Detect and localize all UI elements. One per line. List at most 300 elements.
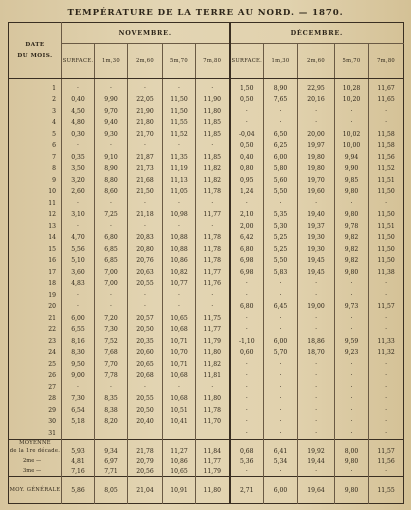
cell-nov: 11,90: [196, 94, 230, 105]
cell-dec: ·: [264, 312, 298, 323]
cell-dec: ·: [298, 324, 335, 335]
cell-dec: 19,45: [298, 267, 335, 278]
cell-nov: 20,65: [128, 358, 163, 369]
average-cell-dec: 19,64: [298, 477, 335, 504]
cell-dec: ·: [369, 393, 404, 404]
cell-dec: 6,80: [230, 244, 264, 255]
cell-nov: 11,80: [196, 106, 230, 117]
depth-header-dec: 7m,80: [369, 44, 404, 79]
cell-dec: ·: [298, 117, 335, 128]
cell-nov: ·: [196, 381, 230, 392]
table-row: [9, 106, 404, 117]
cell-dec: ·: [369, 312, 404, 323]
cell-nov: 20,40: [128, 416, 163, 427]
cell-nov: ·: [128, 140, 163, 151]
day-number: 20: [48, 303, 56, 311]
cell-dec: ·: [298, 289, 335, 300]
average-cell-dec: ·: [335, 466, 369, 477]
cell-dec: 9,80: [335, 186, 369, 197]
day-number: 9: [52, 176, 56, 184]
average-label: MOYENNE: [9, 440, 62, 447]
cell-dec: 9,82: [335, 244, 369, 255]
table-row: [9, 117, 404, 128]
cell-dec: 11,50: [369, 209, 404, 220]
cell-nov: 8,80: [95, 175, 128, 186]
cell-nov: 20,50: [128, 404, 163, 415]
day-number: 4: [52, 119, 56, 127]
cell-nov: ·: [128, 381, 163, 392]
cell-dec: 11,52: [369, 163, 404, 174]
cell-dec: 11,50: [369, 255, 404, 266]
cell-dec: ·: [230, 358, 264, 369]
day-number: 3: [52, 107, 56, 115]
cell-nov: 8,60: [95, 186, 128, 197]
average-cell-dec: 0,68: [230, 446, 264, 456]
cell-nov: ·: [62, 301, 95, 312]
day-number: 5: [52, 130, 56, 138]
cell-nov: 6,00: [62, 312, 95, 323]
date-header-line2: DU MOIS.: [17, 52, 53, 59]
cell-nov: 7,68: [95, 347, 128, 358]
cell-nov: 11,50: [163, 94, 196, 105]
cell-nov: 20,60: [128, 347, 163, 358]
table-row: [9, 140, 404, 151]
cell-nov: 11,50: [163, 106, 196, 117]
cell-nov: 11,80: [196, 347, 230, 358]
cell-dec: ·: [369, 278, 404, 289]
table-row: [9, 347, 404, 358]
cell-dec: 5,25: [264, 232, 298, 243]
day-number: 21: [48, 314, 56, 322]
cell-nov: 11,80: [196, 393, 230, 404]
cell-dec: ·: [369, 289, 404, 300]
cell-dec: ·: [230, 324, 264, 335]
cell-dec: 0,95: [230, 175, 264, 186]
cell-dec: ·: [230, 393, 264, 404]
cell-nov: 10,86: [163, 255, 196, 266]
cell-dec: ·: [298, 427, 335, 439]
table-row: [9, 416, 404, 427]
table-row: [9, 152, 404, 163]
cell-dec: 5,80: [264, 163, 298, 174]
cell-nov: 3,50: [62, 163, 95, 174]
cell-dec: ·: [230, 416, 264, 427]
cell-dec: 10,28: [335, 79, 369, 95]
table-row: [9, 244, 404, 255]
cell-dec: 9,94: [335, 152, 369, 163]
depth-header-nov: 2m,60: [128, 44, 163, 79]
cell-nov: 20,63: [128, 267, 163, 278]
cell-nov: 10,82: [163, 267, 196, 278]
cell-dec: ·: [264, 278, 298, 289]
cell-nov: ·: [163, 198, 196, 209]
table-row: [9, 232, 404, 243]
cell-nov: 11,77: [196, 324, 230, 335]
cell-nov: 11,82: [196, 163, 230, 174]
cell-dec: ·: [369, 370, 404, 381]
cell-nov: ·: [62, 79, 95, 95]
cell-nov: ·: [128, 301, 163, 312]
cell-dec: ·: [369, 416, 404, 427]
day-number: 19: [48, 291, 56, 299]
cell-nov: 20,57: [128, 312, 163, 323]
temperature-table: [8, 22, 404, 504]
day-number: 10: [48, 188, 56, 196]
cell-dec: 11,50: [369, 186, 404, 197]
cell-nov: 7,25: [95, 209, 128, 220]
cell-dec: ·: [298, 278, 335, 289]
average-cell-nov: 9,34: [95, 446, 128, 456]
table-row: [9, 255, 404, 266]
cell-nov: 5,56: [62, 244, 95, 255]
cell-dec: 0,40: [230, 152, 264, 163]
average-cell-dec: 2,71: [230, 477, 264, 504]
cell-nov: ·: [62, 198, 95, 209]
day-number: 6: [52, 142, 56, 150]
cell-dec: 9,23: [335, 347, 369, 358]
average-cell-nov: 11,77: [196, 456, 230, 466]
cell-nov: ·: [196, 289, 230, 300]
average-cell-dec: 9,80: [335, 456, 369, 466]
cell-nov: [128, 427, 163, 439]
cell-nov: ·: [95, 79, 128, 95]
cell-nov: 10,65: [163, 312, 196, 323]
cell-nov: 10,88: [163, 244, 196, 255]
cell-nov: 7,78: [95, 370, 128, 381]
cell-dec: ·: [298, 370, 335, 381]
average-cell-nov: 6,97: [95, 456, 128, 466]
cell-nov: 3,60: [62, 267, 95, 278]
cell-dec: 11,50: [369, 232, 404, 243]
average-cell-nov: 4,81: [62, 456, 95, 466]
average-label: 2me —: [23, 458, 42, 464]
cell-dec: 11,51: [369, 221, 404, 232]
cell-nov: 6,85: [95, 244, 128, 255]
cell-dec: ·: [230, 117, 264, 128]
average-cell-dec: ·: [369, 466, 404, 477]
cell-nov: [62, 427, 95, 439]
cell-nov: 11,85: [196, 129, 230, 140]
cell-dec: 5,50: [264, 186, 298, 197]
cell-dec: 19,37: [298, 221, 335, 232]
averages: [9, 440, 404, 504]
average-cell-dec: ·: [264, 466, 298, 477]
cell-nov: 21,68: [128, 175, 163, 186]
cell-dec: 11,38: [369, 267, 404, 278]
cell-dec: ·: [264, 416, 298, 427]
cell-dec: 0,80: [230, 163, 264, 174]
cell-nov: 10,88: [163, 232, 196, 243]
cell-dec: ·: [264, 117, 298, 128]
cell-dec: 11,50: [369, 244, 404, 255]
cell-nov: 11,76: [196, 278, 230, 289]
average-cell-dec: ·: [298, 466, 335, 477]
cell-dec: ·: [369, 404, 404, 415]
table-row: [9, 289, 404, 300]
cell-nov: 9,50: [62, 358, 95, 369]
cell-dec: ·: [369, 381, 404, 392]
table-row: [9, 209, 404, 220]
cell-dec: 7,65: [264, 94, 298, 105]
cell-nov: 8,16: [62, 335, 95, 346]
cell-nov: 11,82: [196, 175, 230, 186]
average-cell-nov: 10,91: [163, 477, 196, 504]
cell-nov: ·: [196, 301, 230, 312]
cell-nov: 4,80: [62, 117, 95, 128]
cell-dec: ·: [264, 358, 298, 369]
cell-dec: 6,98: [230, 255, 264, 266]
cell-dec: ·: [298, 312, 335, 323]
cell-dec: 6,50: [264, 129, 298, 140]
page-title: TEMPÉRATURE DE LA TERRE AU NORD. — 1870.: [67, 8, 344, 18]
cell-dec: 6,80: [230, 301, 264, 312]
table-row: [9, 393, 404, 404]
cell-dec: ·: [369, 117, 404, 128]
depth-header-nov: 1m,30: [95, 44, 128, 79]
cell-nov: 11,70: [196, 416, 230, 427]
cell-nov: ·: [196, 79, 230, 95]
table-row: [9, 301, 404, 312]
cell-nov: 10,98: [163, 209, 196, 220]
cell-nov: ·: [196, 140, 230, 151]
cell-dec: ·: [335, 393, 369, 404]
cell-nov: 7,70: [95, 358, 128, 369]
cell-nov: 21,18: [128, 209, 163, 220]
cell-dec: 19,60: [298, 186, 335, 197]
cell-dec: ·: [335, 278, 369, 289]
cell-dec: 8,90: [264, 79, 298, 95]
cell-dec: 19,70: [298, 175, 335, 186]
cell-nov: 6,55: [62, 324, 95, 335]
cell-dec: 11,56: [369, 152, 404, 163]
cell-dec: ·: [298, 416, 335, 427]
cell-nov: 8,38: [95, 404, 128, 415]
cell-nov: 11,79: [196, 335, 230, 346]
cell-nov: 3,10: [62, 209, 95, 220]
cell-nov: 10,41: [163, 416, 196, 427]
day-number: 25: [48, 360, 56, 368]
cell-dec: 11,57: [369, 301, 404, 312]
cell-dec: ·: [230, 427, 264, 439]
day-number: 26: [48, 372, 56, 380]
table-row: [9, 278, 404, 289]
day-number: 12: [48, 211, 56, 219]
table-row: [9, 404, 404, 415]
cell-dec: ·: [264, 289, 298, 300]
depth-header-nov: 5m,70: [163, 44, 196, 79]
cell-nov: ·: [163, 289, 196, 300]
table-row: [9, 94, 404, 105]
cell-nov: 7,30: [95, 324, 128, 335]
cell-nov: ·: [163, 140, 196, 151]
cell-dec: 0,50: [230, 140, 264, 151]
cell-nov: 11,82: [196, 358, 230, 369]
cell-nov: 20,83: [128, 232, 163, 243]
cell-dec: 9,59: [335, 335, 369, 346]
cell-dec: ·: [230, 404, 264, 415]
cell-dec: 20,00: [298, 129, 335, 140]
cell-nov: 10,68: [163, 370, 196, 381]
average-cell-dec: 11,55: [369, 477, 404, 504]
cell-dec: 9,85: [335, 175, 369, 186]
cell-nov: 7,00: [95, 278, 128, 289]
cell-dec: 9,80: [335, 267, 369, 278]
cell-dec: 0,50: [230, 94, 264, 105]
month-header-november: NOVEMBRE.: [62, 23, 230, 44]
cell-dec: 11,65: [369, 94, 404, 105]
cell-nov: ·: [95, 301, 128, 312]
average-row: [9, 446, 404, 456]
cell-nov: 20,55: [128, 393, 163, 404]
month-header-december: DÉCEMBRE.: [230, 23, 404, 44]
cell-dec: 22,95: [298, 79, 335, 95]
cell-dec: ·: [230, 370, 264, 381]
cell-nov: 11,78: [196, 404, 230, 415]
cell-dec: 9,82: [335, 232, 369, 243]
cell-nov: ·: [95, 221, 128, 232]
table-row: [9, 324, 404, 335]
cell-nov: 10,71: [163, 358, 196, 369]
cell-nov: 11,52: [163, 129, 196, 140]
average-label: MOY. GÉNÉRALE: [9, 477, 62, 504]
cell-dec: ·: [335, 324, 369, 335]
day-number: 23: [48, 337, 56, 345]
cell-dec: 11,32: [369, 347, 404, 358]
cell-nov: ·: [163, 301, 196, 312]
cell-nov: 9,10: [95, 152, 128, 163]
cell-dec: 11,67: [369, 79, 404, 95]
table-row: [9, 312, 404, 323]
cell-dec: ·: [264, 381, 298, 392]
table-row: [9, 198, 404, 209]
cell-dec: ·: [335, 312, 369, 323]
depth-header-dec: 5m,70: [335, 44, 369, 79]
cell-dec: ·: [335, 289, 369, 300]
depth-header-row: [9, 44, 404, 79]
cell-dec: ·: [264, 404, 298, 415]
day-number: 17: [48, 268, 56, 276]
cell-dec: ·: [335, 117, 369, 128]
cell-dec: 18,70: [298, 347, 335, 358]
average-cell-nov: 20,56: [128, 466, 163, 477]
cell-dec: -1,10: [230, 335, 264, 346]
cell-dec: ·: [264, 106, 298, 117]
table-row: [9, 129, 404, 140]
depth-header-nov: SURFACE.: [62, 44, 95, 79]
average-label: 3me —: [23, 468, 42, 474]
cell-nov: 7,00: [95, 267, 128, 278]
cell-nov: 7,30: [62, 393, 95, 404]
depth-header-dec: 1m,30: [264, 44, 298, 79]
cell-nov: ·: [95, 381, 128, 392]
depth-header-dec: 2m,60: [298, 44, 335, 79]
cell-nov: ·: [128, 221, 163, 232]
cell-dec: ·: [369, 106, 404, 117]
average-row: [9, 466, 404, 477]
cell-nov: 11,78: [196, 186, 230, 197]
day-number: 22: [48, 326, 56, 334]
cell-nov: 3,20: [62, 175, 95, 186]
cell-dec: 20,16: [298, 94, 335, 105]
cell-dec: ·: [264, 198, 298, 209]
cell-dec: 6,42: [230, 232, 264, 243]
cell-nov: 20,55: [128, 278, 163, 289]
average-cell-dec: 6,41: [264, 446, 298, 456]
cell-dec: ·: [230, 381, 264, 392]
day-number: 15: [48, 245, 56, 253]
cell-dec: ·: [335, 427, 369, 439]
average-cell-nov: 10,86: [163, 456, 196, 466]
day-number: 30: [48, 418, 56, 426]
cell-nov: 11,05: [163, 186, 196, 197]
cell-dec: 0,60: [230, 347, 264, 358]
cell-nov: 21,80: [128, 117, 163, 128]
cell-dec: 19,45: [298, 255, 335, 266]
cell-nov: ·: [196, 198, 230, 209]
cell-dec: 2,10: [230, 209, 264, 220]
cell-nov: 7,52: [95, 335, 128, 346]
average-row: [9, 456, 404, 466]
cell-dec: 5,50: [264, 255, 298, 266]
cell-nov: 20,35: [128, 335, 163, 346]
cell-nov: 9,00: [62, 370, 95, 381]
cell-dec: 19,00: [298, 301, 335, 312]
cell-nov: 8,90: [95, 163, 128, 174]
cell-dec: 5,35: [264, 209, 298, 220]
table-row: [9, 381, 404, 392]
day-number: 28: [48, 395, 56, 403]
cell-nov: 0,35: [62, 152, 95, 163]
cell-nov: ·: [196, 221, 230, 232]
day-number: 29: [48, 406, 56, 414]
depth-header-nov: 7m,80: [196, 44, 230, 79]
cell-dec: ·: [230, 106, 264, 117]
table-row: [9, 221, 404, 232]
cell-nov: [95, 427, 128, 439]
cell-dec: 10,00: [335, 140, 369, 151]
cell-nov: 8,30: [62, 347, 95, 358]
cell-nov: 5,18: [62, 416, 95, 427]
cell-dec: ·: [230, 198, 264, 209]
day-number: 18: [48, 280, 56, 288]
cell-dec: ·: [230, 312, 264, 323]
cell-nov: 21,50: [128, 186, 163, 197]
cell-nov: 10,77: [163, 278, 196, 289]
cell-dec: 5,60: [264, 175, 298, 186]
average-label: de la 1re décade.: [9, 448, 61, 454]
cell-dec: ·: [335, 381, 369, 392]
table-row: [9, 163, 404, 174]
cell-dec: 9,80: [335, 209, 369, 220]
cell-dec: ·: [264, 370, 298, 381]
cell-dec: 19,30: [298, 244, 335, 255]
average-cell-nov: 11,84: [196, 446, 230, 456]
day-number: 8: [52, 165, 56, 173]
cell-dec: ·: [335, 106, 369, 117]
cell-dec: 6,25: [264, 140, 298, 151]
cell-nov: 21,90: [128, 106, 163, 117]
day-number: 1: [52, 84, 56, 92]
cell-nov: 6,80: [95, 232, 128, 243]
cell-dec: ·: [230, 278, 264, 289]
cell-dec: ·: [298, 393, 335, 404]
average-row: [9, 477, 404, 504]
cell-dec: 1,50: [230, 79, 264, 95]
cell-nov: ·: [128, 79, 163, 95]
cell-dec: 6,98: [230, 267, 264, 278]
cell-dec: ·: [369, 358, 404, 369]
cell-nov: 10,51: [163, 404, 196, 415]
